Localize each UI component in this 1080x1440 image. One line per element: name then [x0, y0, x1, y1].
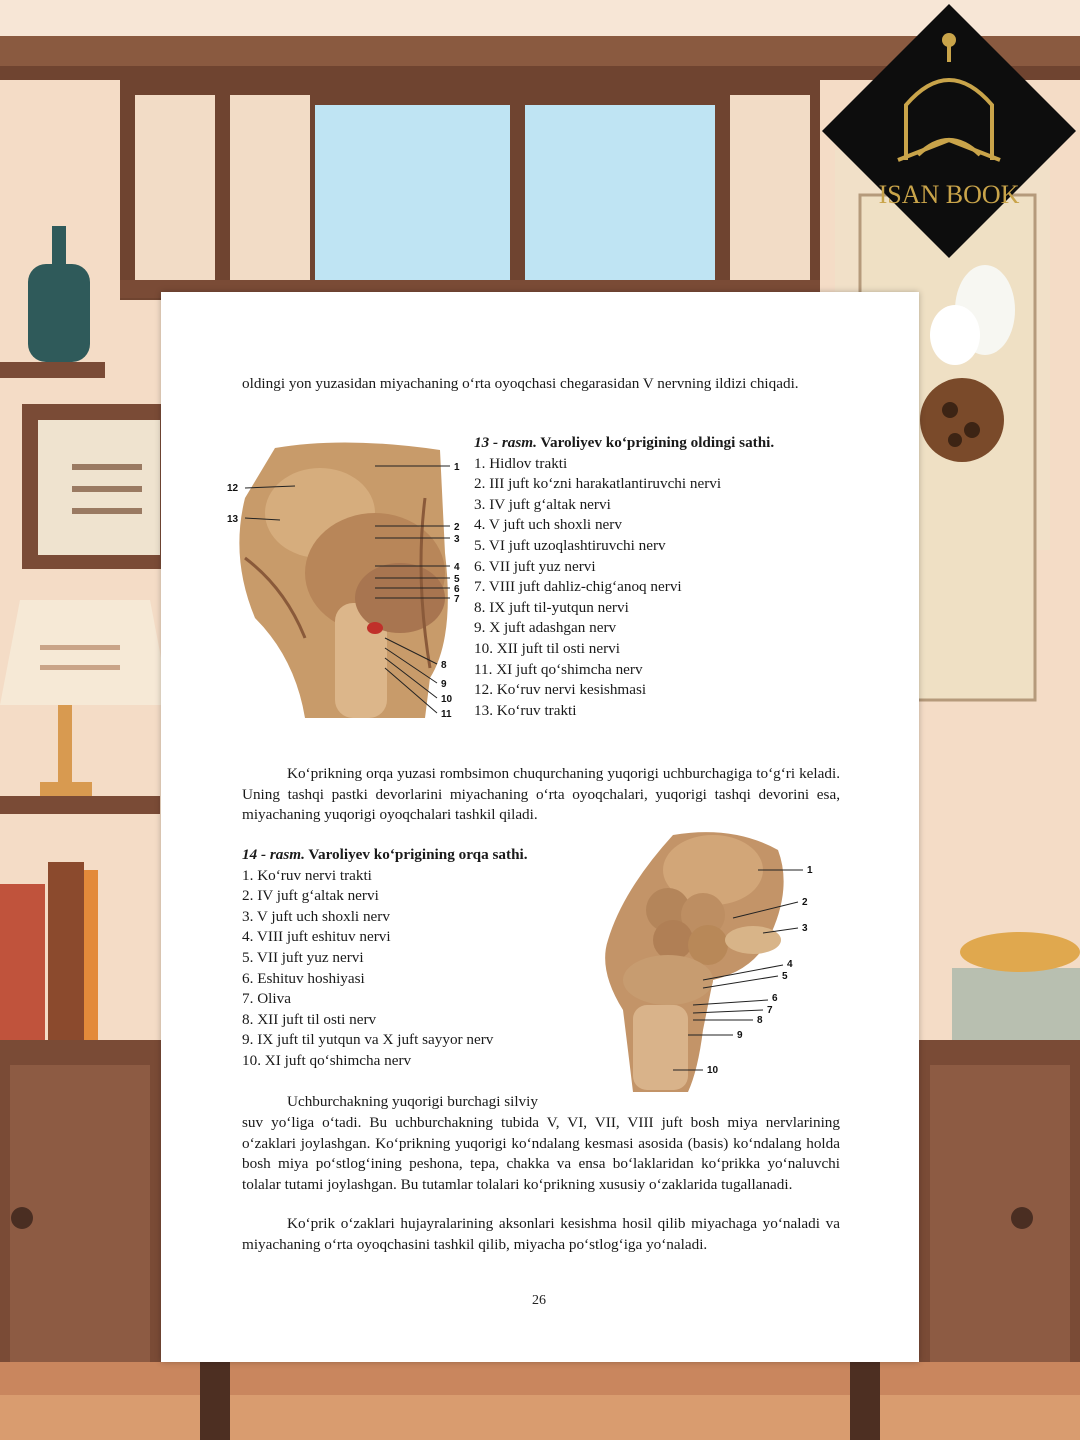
fig14-label-5: 5: [782, 971, 788, 982]
fig14-caption-list: [242, 845, 528, 1072]
logo-text: ISAN BOOK: [878, 180, 1020, 209]
list-item: 8. IX juft til-yutqun nervi: [474, 598, 629, 616]
paragraph-3: suv yoʻliga oʻtadi. Bu uchburchakning tubida V, VI, VII, VIII juft bosh miya nervlarining oʻzaklari joylashgan. Koʻprikning yuqorigi koʻndalang kesmasi asosida (basis) koʻndalang holda bosh miya poʻstlogʻining peshona, tepa, chakka va ensa boʻlaklaridan koʻprikka yoʻnaluvchi tolalar tutami joylashgan. Bu tutamlar tolalari koʻprikning xususiy oʻzaklarida tugallanadi.: [242, 1114, 840, 1193]
fig14-label-4: 4: [787, 959, 793, 970]
fig14-label-2: 2: [802, 897, 808, 908]
isan-book-logo: [818, 0, 1080, 262]
document-page: [161, 292, 919, 1362]
fig14-label-7: 7: [767, 1005, 773, 1016]
fig14-caption-title: Varoliyev koʻprigining orqa sathi.: [308, 846, 528, 863]
list-item: 1. Hidlov trakti: [474, 454, 568, 472]
list-item: 9. X juft adashgan nerv: [474, 619, 617, 637]
list-item: 7. VIII juft dahliz-chigʻanoq nervi: [474, 578, 682, 596]
fig13-label-7: 7: [454, 594, 460, 605]
list-item: 6. Eshituv hoshiyasi: [242, 969, 365, 987]
list-item: 6. VII juft yuz nervi: [474, 557, 596, 575]
fig13-caption-number: 13 - rasm.: [474, 434, 537, 451]
figure-13-brainstem-anterior: [225, 438, 475, 723]
fig14-label-8: 8: [757, 1015, 763, 1026]
fig13-label-8: 8: [441, 660, 447, 671]
list-item: 11. XI juft qoʻshimcha nerv: [474, 660, 643, 678]
fig13-label-12: 12: [227, 483, 239, 494]
fig13-label-9: 9: [441, 679, 447, 690]
fig14-label-3: 3: [802, 923, 808, 934]
fig14-label-9: 9: [737, 1030, 743, 1041]
fig13-label-2: 2: [454, 522, 460, 533]
fig14-caption-number: 14 - rasm.: [242, 846, 305, 863]
fig14-label-1: 1: [807, 865, 813, 876]
list-item: 2. IV juft gʻaltak nervi: [242, 887, 379, 905]
page-number: 26: [532, 1293, 546, 1308]
paragraph-2: Koʻprikning orqa yuzasi rombsimon chuqurchaning yuqorigi uchburchagiga toʻgʻri keladi. Uning tashqi pastki devorlarini miyachaning oʻrta oyoqchalari, yuqorigi tashqi devorini esa, miyachaning yuqorigi oyoqchalari tashkil qiladi.: [242, 765, 840, 823]
fig13-label-10: 10: [441, 694, 453, 705]
fig13-label-6: 6: [454, 584, 460, 595]
list-item: 5. VI juft uzoqlashtiruvchi nerv: [474, 536, 666, 554]
list-item: 2. III juft koʻzni harakatlantiruvchi nervi: [474, 475, 722, 493]
list-item: 10. XII juft til osti nervi: [474, 639, 620, 657]
fig14-label-10: 10: [707, 1065, 719, 1076]
list-item: 5. VII juft yuz nervi: [242, 948, 364, 966]
list-item: 1. Koʻruv nervi trakti: [242, 866, 372, 884]
fig13-label-5: 5: [454, 574, 460, 585]
intro-paragraph: oldingi yon yuzasidan miyachaning oʻrta oyoqchasi chegarasidan V nervning ildizi chiqadi.: [242, 375, 799, 392]
fig14-label-6: 6: [772, 993, 778, 1004]
list-item: 13. Koʻruv trakti: [474, 701, 577, 719]
fig13-caption-list: [474, 433, 774, 721]
list-item: 7. Oliva: [242, 990, 291, 1008]
list-item: 4. V juft uch shoxli nerv: [474, 516, 622, 534]
fig13-caption: [474, 433, 774, 454]
fig14-caption: [242, 845, 528, 866]
fig13-label-4: 4: [454, 562, 460, 573]
fig13-label-3: 3: [454, 534, 460, 545]
fig13-label-11: 11: [441, 709, 452, 720]
fig13-caption-title: Varoliyev koʻprigining oldingi sathi.: [540, 434, 775, 451]
fig13-label-1: 1: [454, 462, 460, 473]
list-item: 3. IV juft gʻaltak nervi: [474, 495, 611, 513]
list-item: 9. IX juft til yutqun va X juft sayyor nerv: [242, 1031, 494, 1049]
list-item: 8. XII juft til osti nerv: [242, 1010, 377, 1028]
paragraph-4: Koʻprik oʻzaklari hujayralarining aksonlari kesishma hosil qilib miyachaga yoʻnaladi va miyachaning oʻrta oyoqchasini tashkil qilib, miyacha poʻstlogʻiga yoʻnaladi.: [242, 1215, 840, 1253]
crescent-icon: [942, 33, 956, 47]
list-item: 3. V juft uch shoxli nerv: [242, 907, 390, 925]
list-item: 10. XI juft qoʻshimcha nerv: [242, 1051, 412, 1069]
list-item: 12. Koʻruv nervi kesishmasi: [474, 681, 647, 699]
figure-14-brainstem-posterior: [593, 830, 833, 1095]
list-item: 4. VIII juft eshituv nervi: [242, 928, 391, 946]
fig13-label-13: 13: [227, 514, 239, 525]
paragraph-3-first-line: Uchburchakning yuqorigi burchagi silviy: [287, 1093, 538, 1110]
